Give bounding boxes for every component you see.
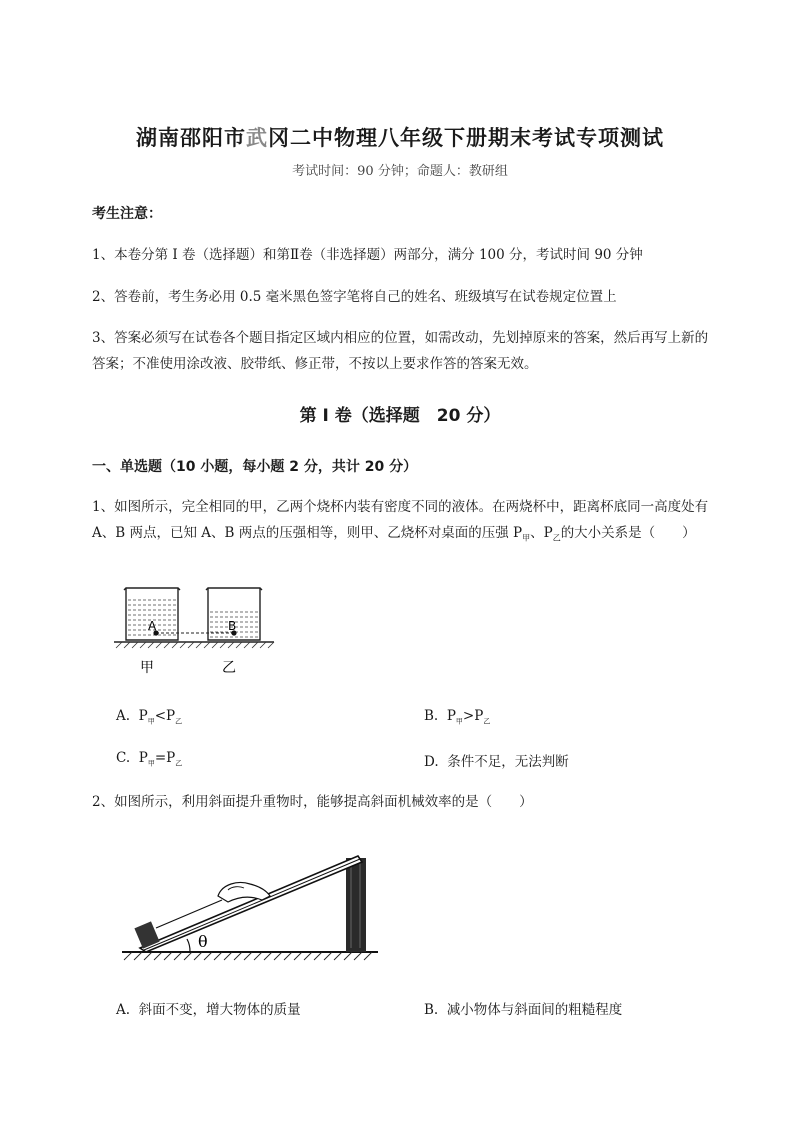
- exam-subtitle: 考试时间：90 分钟；命题人：教研组: [292, 164, 508, 179]
- pulling-hand: [218, 883, 270, 903]
- ground-hatch: [124, 952, 372, 960]
- point-a-label: A: [148, 619, 157, 633]
- support-block: [346, 858, 366, 952]
- notice-item-1: 1、本卷分第 I 卷（选择题）和第Ⅱ卷（非选择题）两部分，满分 100 分，考试时间 90 分钟: [92, 247, 643, 263]
- point-b-label: B: [228, 619, 237, 633]
- exam-title: 湖南邵阳市武冈二中物理八年级下册期末考试专项测试: [136, 126, 664, 150]
- angle-label: θ: [198, 932, 208, 951]
- question-2-stem: 2、如图所示，利用斜面提升重物时，能够提高斜面机械效率的是（ ）: [92, 794, 533, 810]
- group-heading: 一、单选题（10 小题，每小题 2 分，共计 20 分）: [92, 459, 418, 475]
- beaker-left-label: 甲: [140, 660, 154, 676]
- beakers-figure: [112, 582, 277, 682]
- notice-heading: 考生注意：: [92, 206, 162, 222]
- option-c[interactable]: C. $P_甲=P_乙$: [116, 750, 183, 768]
- angle-arc: [187, 939, 190, 952]
- option-a[interactable]: A. $P_甲<P_乙$: [116, 708, 183, 726]
- question-1-stem: 1、如图所示，完全相同的甲，乙两个烧杯内装有密度不同的液体。在两烧杯中，距离杯底同一高度处有 A、B 两点，已知 A、B 两点的压强相等，则甲、乙烧杯对桌面的压强 $P_甲$、$P_乙$的大小关系是（ ）: [92, 499, 709, 543]
- beaker-left-rim: [124, 588, 180, 590]
- q2-option-a[interactable]: A. 斜面不变，增大物体的质量: [116, 1002, 301, 1018]
- notice-item-3: 3、答案必须写在试卷各个题目指定区域内相应的位置，如需改动，先划掉原来的答案，然后再写上新的答案；不准使用涂改液、胶带纸、修正带，不按以上要求作答的答案无效。: [92, 330, 709, 372]
- option-d[interactable]: D. 条件不足，无法判断: [424, 754, 569, 770]
- option-b[interactable]: B. $P_甲>P_乙$: [424, 708, 491, 726]
- table-hatch: [116, 642, 274, 648]
- beaker-right-label: 乙: [222, 660, 236, 676]
- incline-figure: [118, 840, 383, 970]
- section-title: 第 I 卷（选择题 20 分）: [299, 406, 501, 426]
- q2-option-b[interactable]: B. 减小物体与斜面间的粗糙程度: [424, 1002, 623, 1018]
- beaker-right-rim: [206, 588, 262, 590]
- notice-item-2: 2、答卷前，考生务必用 0.5 毫米黑色签字笔将自己的姓名、班级填写在试卷规定位置上: [92, 289, 617, 305]
